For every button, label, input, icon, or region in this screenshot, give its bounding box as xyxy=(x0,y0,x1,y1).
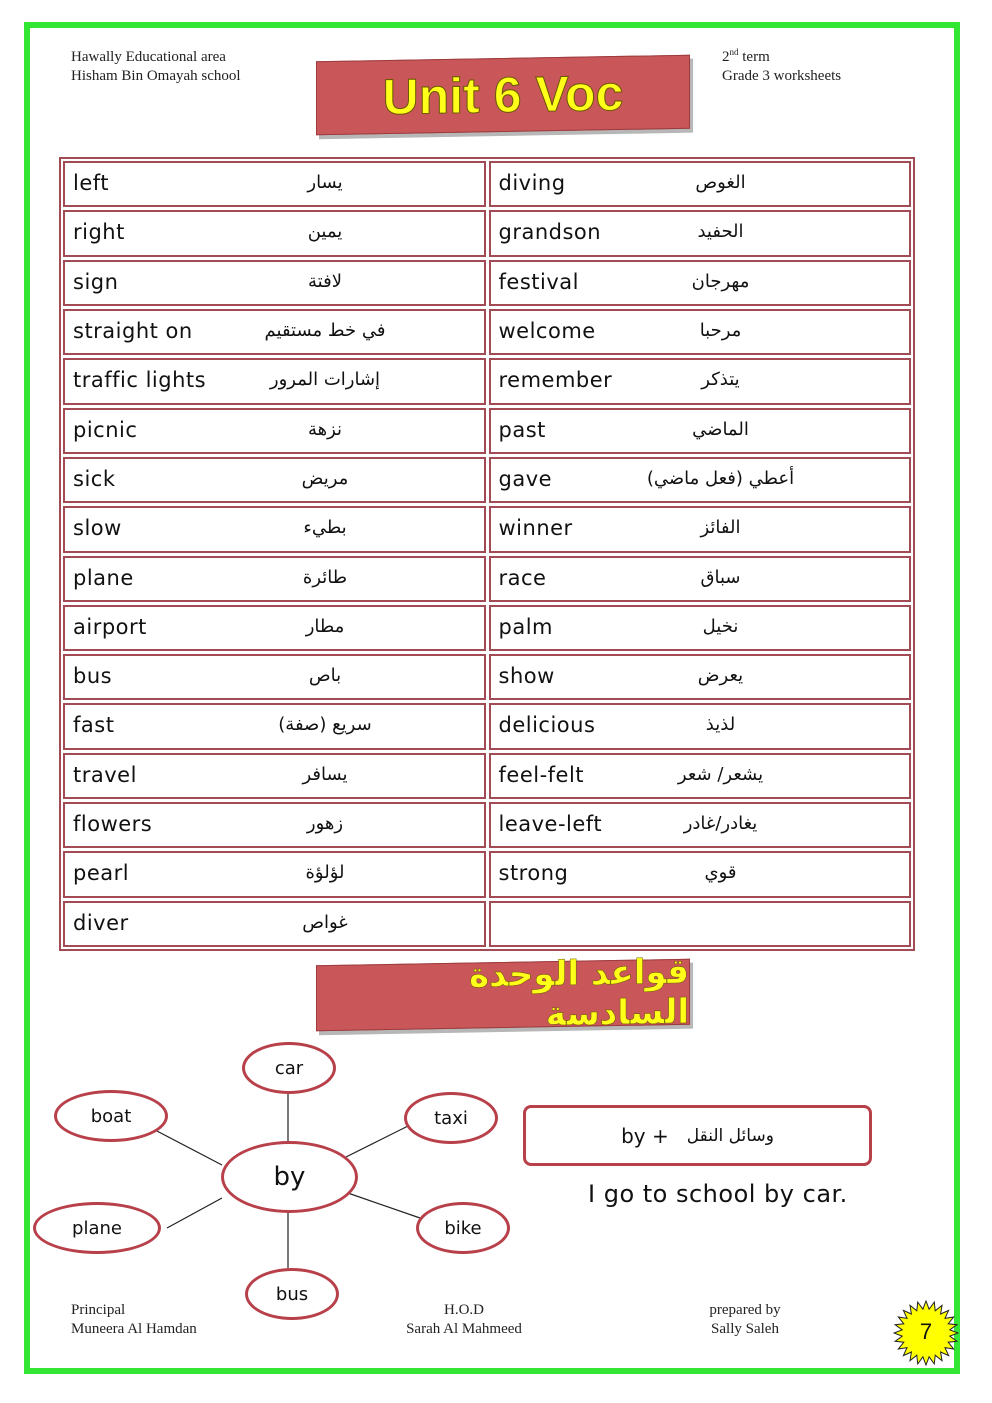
vocab-english: winner xyxy=(498,516,573,541)
vocab-english: palm xyxy=(498,614,553,639)
vocab-arabic: في خط مستقيم xyxy=(264,319,386,341)
vocab-english: travel xyxy=(73,762,137,787)
vocab-english: straight on xyxy=(73,318,193,343)
vocab-arabic: نخيل xyxy=(702,615,739,637)
vocab-arabic: الفائز xyxy=(700,517,741,539)
vocab-arabic: يغادر/غادر xyxy=(683,813,758,835)
vocab-arabic: أعطي (فعل ماضي) xyxy=(646,467,795,489)
vocab-arabic: يشعر/ شعر xyxy=(677,763,764,785)
taxi-oval xyxy=(404,1092,498,1144)
example-sentence: I go to school by car. xyxy=(588,1180,848,1208)
vocab-arabic: سريع (صفة) xyxy=(278,714,372,736)
vocab-arabic: نزهة xyxy=(307,418,343,440)
vocab-arabic: الماضي xyxy=(692,418,749,440)
vocab-arabic: يتذكر xyxy=(701,369,740,391)
vocab-english: sign xyxy=(73,269,119,294)
vocab-english: leave-left xyxy=(498,812,603,837)
vocab-english: diver xyxy=(73,910,129,935)
vocab-arabic: قوي xyxy=(704,862,737,884)
unit-title: Unit 6 Voc xyxy=(382,64,624,126)
principal-label: Principal xyxy=(71,1302,126,1318)
vocab-arabic: مريض xyxy=(301,467,349,489)
vocab-arabic: يسافر xyxy=(302,763,348,785)
vocab-arabic: زهور xyxy=(306,813,344,835)
vocab-arabic: غواص xyxy=(302,911,348,933)
boat-label: boat xyxy=(90,1105,132,1127)
vocab-arabic: باص xyxy=(308,665,342,687)
vocab-english: bus xyxy=(73,664,113,689)
rule-english: by + xyxy=(621,1123,669,1148)
line-boat xyxy=(155,1130,222,1165)
vocab-english: traffic lights xyxy=(73,368,207,393)
vocab-arabic: الحفيد xyxy=(697,221,744,243)
vocab-english: remember xyxy=(498,368,613,393)
bike-oval xyxy=(416,1202,510,1254)
page-number: 7 xyxy=(919,1319,933,1344)
vocab-english: diving xyxy=(498,171,566,195)
vocab-arabic: بطيء xyxy=(303,517,347,539)
bike-label: bike xyxy=(444,1217,482,1239)
prepared-by-signature xyxy=(704,1301,786,1339)
vocab-english: show xyxy=(498,664,555,689)
grammar-rule-box xyxy=(523,1105,872,1166)
vocab-english: feel-felt xyxy=(498,762,585,787)
hod-name: Sarah Al Mahmeed xyxy=(406,1321,522,1337)
line-bike xyxy=(345,1192,420,1218)
vocab-arabic: سباق xyxy=(700,566,741,588)
grammar-title: قواعد الوحدة السادسة xyxy=(469,951,689,1035)
vocab-arabic: لذيذ xyxy=(705,714,736,736)
vocab-english: gave xyxy=(498,466,553,491)
term-word: term xyxy=(742,49,770,65)
principal-signature xyxy=(71,1301,197,1339)
by-center-oval xyxy=(221,1141,358,1213)
vocab-english: delicious xyxy=(498,713,596,738)
vocab-arabic: مرحبا xyxy=(699,319,742,341)
term-number: 2 xyxy=(722,49,730,65)
vocab-english: past xyxy=(498,417,546,442)
vocab-arabic: لؤلؤة xyxy=(305,862,345,884)
vocab-arabic: طائرة xyxy=(302,566,348,588)
vocab-english: airport xyxy=(73,614,147,639)
vocab-arabic: مطار xyxy=(305,615,345,637)
vocab-english: festival xyxy=(498,269,579,294)
taxi-label: taxi xyxy=(434,1107,468,1129)
line-taxi xyxy=(340,1125,410,1160)
page-number-badge xyxy=(893,1300,959,1366)
vocab-english: grandson xyxy=(498,220,602,245)
term-suffix: nd xyxy=(729,47,739,57)
vocab-english: welcome xyxy=(498,318,596,343)
vocab-english: flowers xyxy=(73,812,153,837)
school-name: Hisham Bin Omayah school xyxy=(71,68,241,84)
hod-signature xyxy=(399,1301,529,1339)
vocab-english: race xyxy=(498,565,547,590)
line-plane xyxy=(167,1198,222,1228)
vocab-english: strong xyxy=(498,861,569,886)
educational-area: Hawally Educational area xyxy=(71,49,226,65)
vocab-english: left xyxy=(73,171,110,195)
vocab-english: right xyxy=(73,220,125,245)
car-oval xyxy=(242,1042,336,1094)
grade-line: Grade 3 worksheets xyxy=(722,68,842,84)
vocab-arabic: الغوص xyxy=(695,172,746,193)
bus-oval xyxy=(245,1268,339,1320)
vocab-arabic: مهرجان xyxy=(691,270,750,292)
vocab-arabic: إشارات المرور xyxy=(269,369,381,391)
prepared-label: prepared by xyxy=(709,1302,781,1318)
vocab-arabic: يمين xyxy=(307,221,343,243)
vocab-arabic: يعرض xyxy=(697,665,744,687)
by-center-label: by xyxy=(273,1162,306,1192)
vocab-english: sick xyxy=(73,466,116,491)
vocab-english: fast xyxy=(73,713,115,738)
rule-arabic: وسائل النقل xyxy=(686,1125,774,1146)
vocab-arabic: يسار xyxy=(307,172,343,193)
bus-label: bus xyxy=(275,1283,309,1305)
vocab-english: plane xyxy=(73,565,134,590)
vocab-english: picnic xyxy=(73,417,138,442)
vocab-arabic: لافتة xyxy=(308,270,342,292)
boat-oval xyxy=(54,1090,168,1142)
principal-name: Muneera Al Hamdan xyxy=(71,1321,197,1337)
plane-label: plane xyxy=(72,1217,122,1239)
prepared-name: Sally Saleh xyxy=(711,1321,779,1337)
vocab-english: pearl xyxy=(73,861,130,886)
plane-oval xyxy=(33,1202,161,1254)
hod-label: H.O.D xyxy=(444,1302,484,1318)
vocab-english: slow xyxy=(73,516,122,541)
car-label: car xyxy=(274,1057,304,1079)
